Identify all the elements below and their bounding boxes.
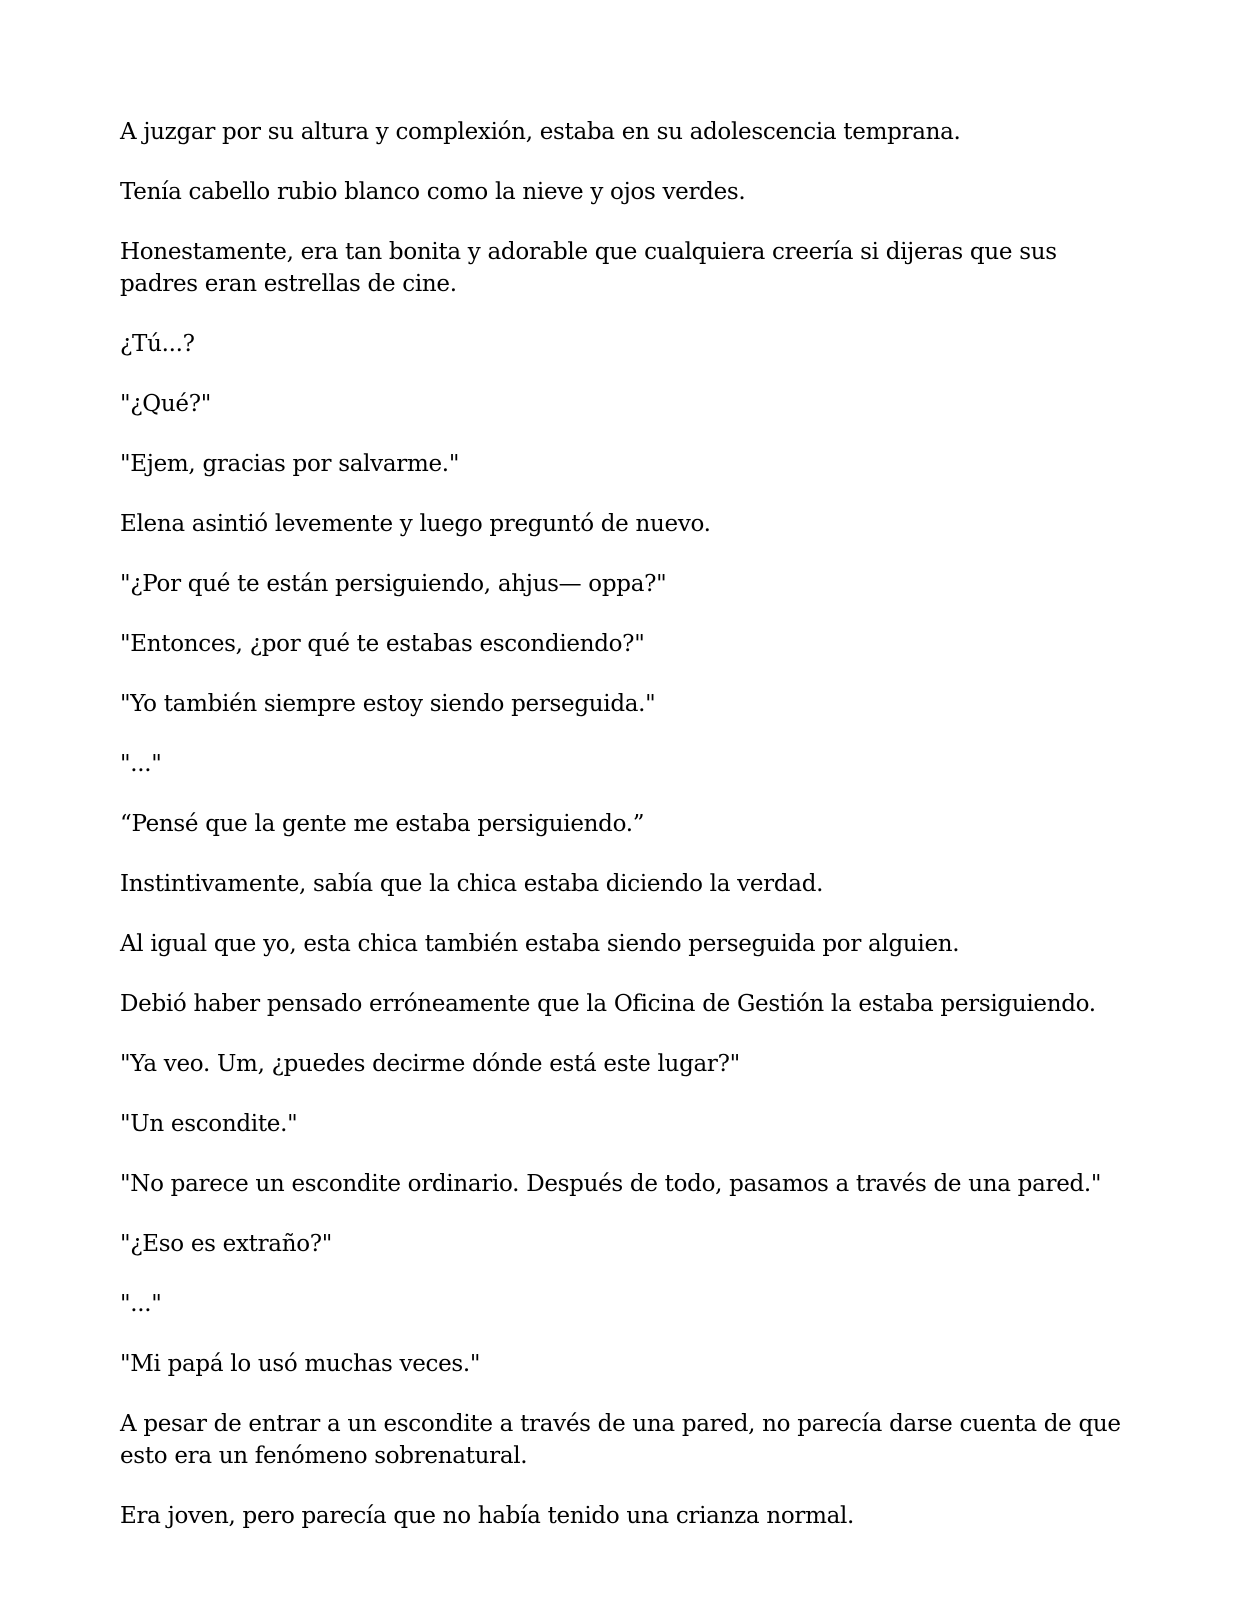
paragraph: Tenía cabello rubio blanco como la nieve y ojos verdes. [120,179,746,205]
paragraph: "¿Eso es extraño?" [120,1231,333,1257]
paragraph: "No parece un escondite ordinario. Después de todo, pasamos a través de una pared." [120,1171,1102,1197]
paragraph: "Ejem, gracias por salvarme." [120,451,460,477]
paragraph: Era joven, pero parecía que no había tenido una crianza normal. [120,1503,855,1529]
paragraph: "¿Qué?" [120,391,212,417]
paragraph: Debió haber pensado erróneamente que la Oficina de Gestión la estaba persiguiendo. [120,991,1096,1017]
paragraph: A pesar de entrar a un escondite a través de una pared, no parecía darse cuenta de que esto era un fenómeno sobrenatural. [120,1411,1128,1469]
paragraph: Elena asintió levemente y luego preguntó de nuevo. [120,511,711,537]
paragraph: "Entonces, ¿por qué te estabas escondiendo?" [120,631,645,657]
paragraph: "¿Por qué te están persiguiendo, ahjus— oppa?" [120,571,667,597]
paragraph: Honestamente, era tan bonita y adorable que cualquiera creería si dijeras que sus padres eran estrellas de cine. [120,239,1064,297]
paragraph: "Mi papá lo usó muchas veces." [120,1351,481,1377]
paragraph: ¿Tú...? [120,331,195,357]
paragraph: "..." [120,1291,162,1317]
paragraph: "Un escondite." [120,1111,298,1137]
paragraph: "Yo también siempre estoy siendo perseguida." [120,691,656,717]
paragraph: Instintivamente, sabía que la chica estaba diciendo la verdad. [120,871,824,897]
paragraph: "..." [120,751,162,777]
paragraph: Al igual que yo, esta chica también estaba siendo perseguida por alguien. [120,931,960,957]
paragraph: A juzgar por su altura y complexión, estaba en su adolescencia temprana. [120,119,961,145]
paragraph: “Pensé que la gente me estaba persiguiendo.” [120,811,645,837]
paragraph: "Ya veo. Um, ¿puedes decirme dónde está este lugar?" [120,1051,740,1077]
